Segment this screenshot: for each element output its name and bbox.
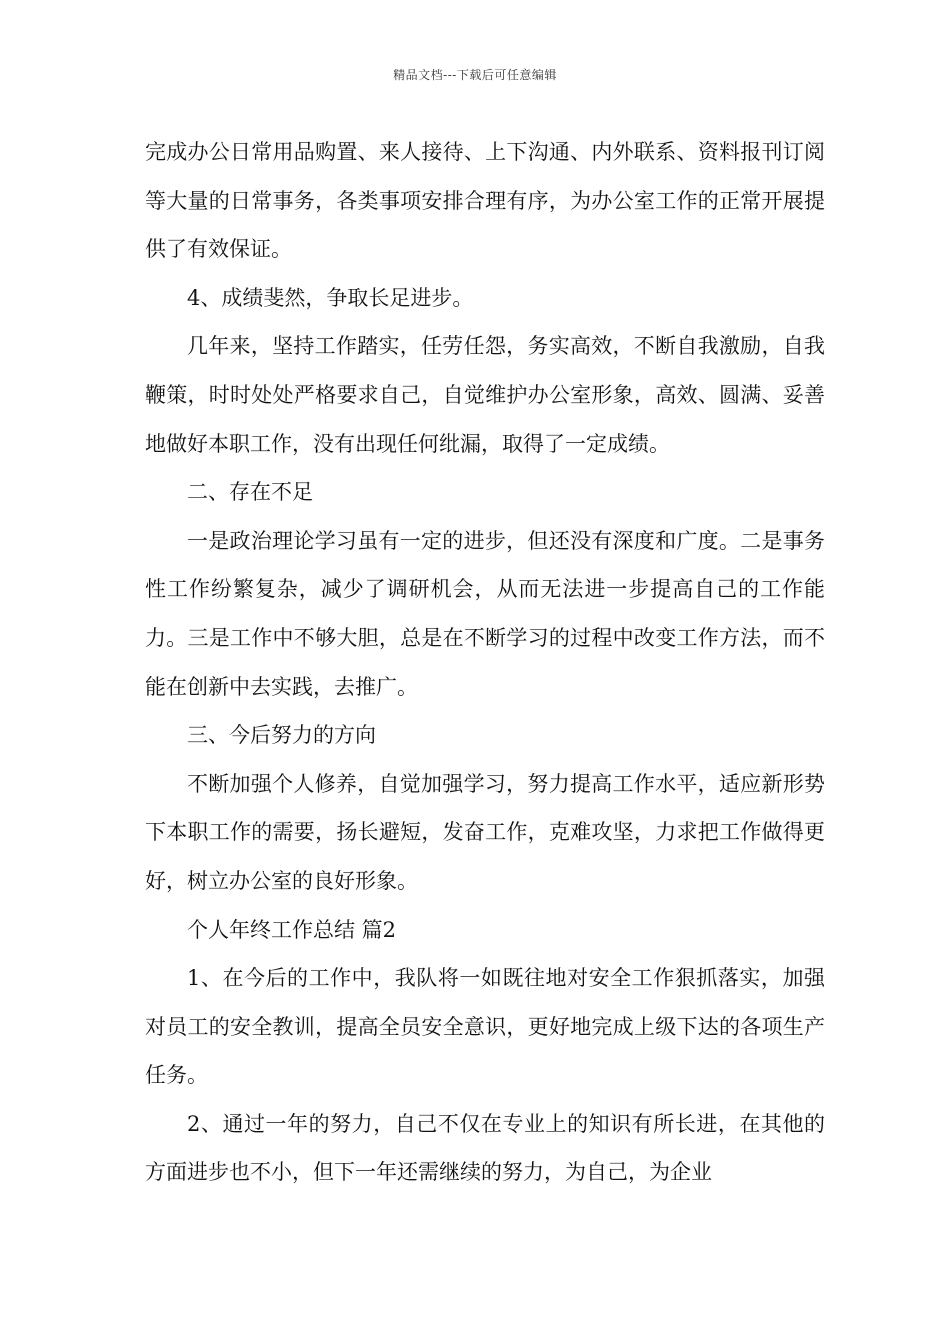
section-heading-2: 二、存在不足	[187, 480, 313, 505]
paragraph-3: 几年来，坚持工作踏实，任劳任怨，务实高效，不断自我激励，自我鞭策，时时处处严格要求自己，自觉维护办公室形象，高效、圆满、妥善地做好本职工作，没有出现任何纰漏，取得了一定成绩。	[145, 334, 825, 456]
section-heading-3: 三、今后努力的方向	[187, 723, 376, 748]
paragraph-7: 不断加强个人修养，自觉加强学习，努力提高工作水平，适应新形势下本职工作的需要，扬长避短，发奋工作，克难攻坚，力求把工作做得更好，树立办公室的良好形象。	[145, 771, 825, 893]
paragraph-10: 2、通过一年的努力，自己不仅在专业上的知识有所长进，在其他的方面进步也不小，但下一年还需继续的努力，为自己，为企业	[145, 1111, 825, 1185]
paragraph-9: 1、在今后的工作中，我队将一如既往地对安全工作狠抓落实，加强对员工的安全教训，提高全员安全意识，更好地完成上级下达的各项生产任务。	[145, 966, 825, 1088]
paragraph-2: 4、成绩斐然，争取长足进步。	[187, 285, 474, 310]
paragraph-1: 完成办公日常用品购置、来人接待、上下沟通、内外联系、资料报刊订阅等大量的日常事务，各类事项安排合理有序，为办公室工作的正常开展提供了有效保证。	[145, 140, 825, 262]
article-title-2: 个人年终工作总结 篇2	[187, 917, 397, 942]
page-header: 精品文档---下载后可任意编辑	[393, 68, 557, 82]
document-body	[145, 128, 825, 1197]
paragraph-5: 一是政治理论学习虽有一定的进步，但还没有深度和广度。二是事务性工作纷繁复杂，减少了调研机会，从而无法进一步提高自己的工作能力。三是工作中不够大胆，总是在不断学习的过程中改变工作方法，而不能在创新中去实践，去推广。	[145, 528, 825, 699]
